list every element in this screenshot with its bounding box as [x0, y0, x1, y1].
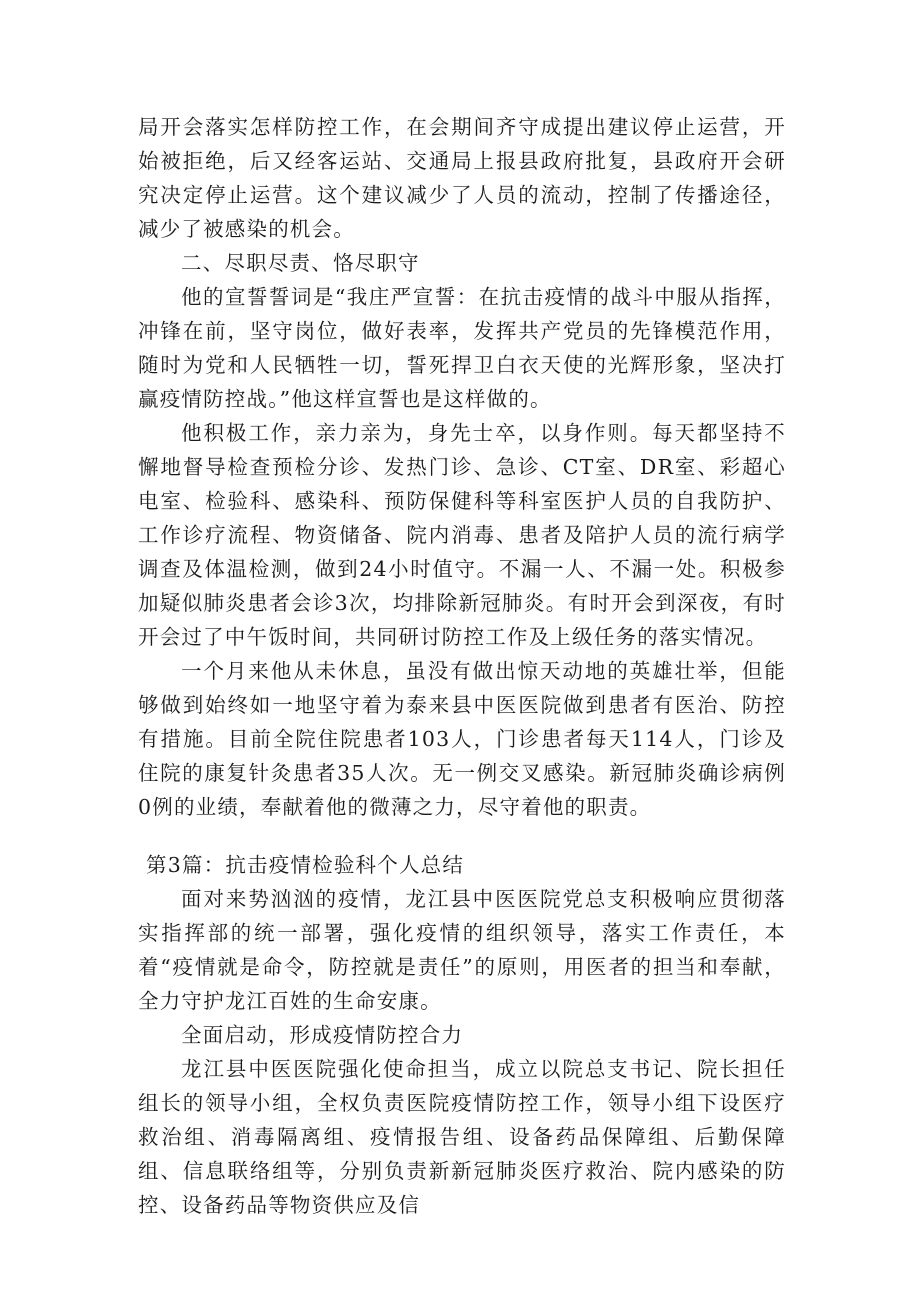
paragraph-leadership: 龙江县中医医院强化使命担当，成立以院总支书记、院长担任组长的领导小组，全权负责医院疫情防控工作，领导小组下设医疗救治组、消毒隔离组、疫情报告组、设备药品保障组、后勤保障组、信息联络组等，分别负责新新冠肺炎医疗救治、院内感染的防控、设备药品等物资供应及信: [138, 1057, 786, 1217]
section-heading-duty: 二、尽职尽责、恪尽职守: [181, 251, 420, 275]
paragraph-month: 一个月来他从未休息，虽没有做出惊天动地的英雄壮举，但能够做到始终如一地坚守着为泰来县中医医院做到患者有医治、防控有措施。目前全院住院患者103人，门诊患者每天114人，门诊及住院的康复针灸患者35人次。无一例交叉感染。新冠肺炎确诊病例0例的业绩，奉献着他的微薄之力，尽守着他的职责。: [138, 659, 786, 819]
section-heading-launch: 全面启动，形成疫情防控合力: [181, 1023, 464, 1047]
section-3-title: 第3篇：抗击疫情检验科个人总结: [146, 853, 465, 877]
paragraph-oath: 他的宣誓誓词是“我庄严宣誓：在抗击疫情的战斗中服从指挥，冲锋在前，坚守岗位，做好表率，发挥共产党员的先锋模范作用，随时为党和人民牺牲一切，誓死捍卫白衣天使的光辉形象，坚决打赢疫情防控战。”他这样宣誓也是这样做的。: [138, 285, 786, 411]
document-body: [138, 110, 786, 1222]
paragraph-intro: 面对来势汹汹的疫情，龙江县中医医院党总支积极响应贯彻落实指挥部的统一部署，强化疫情的组织领导，落实工作责任，本着“疫情就是命令，防控就是责任”的原则，用医者的担当和奉献，全力守护龙江百姓的生命安康。: [138, 887, 786, 1013]
paragraph-work: 他积极工作，亲力亲为，身先士卒，以身作则。每天都坚持不懈地督导检查预检分诊、发热门诊、急诊、CT室、DR室、彩超心电室、检验科、感染科、预防保健科等科室医护人员的自我防护、工作诊疗流程、物资储备、院内消毒、患者及陪护人员的流行病学调查及体温检测，做到24小时值守。不漏一人、不漏一处。积极参加疑似肺炎患者会诊3次，均排除新冠肺炎。有时开会到深夜，有时开会过了中午饭时间，共同研讨防控工作及上级任务的落实情况。: [138, 421, 786, 649]
paragraph-continuation: 局开会落实怎样防控工作，在会期间齐守成提出建议停止运营，开始被拒绝，后又经客运站、交通局上报县政府批复，县政府开会研究决定停止运营。这个建议减少了人员的流动，控制了传播途径，减少了被感染的机会。: [138, 115, 786, 241]
